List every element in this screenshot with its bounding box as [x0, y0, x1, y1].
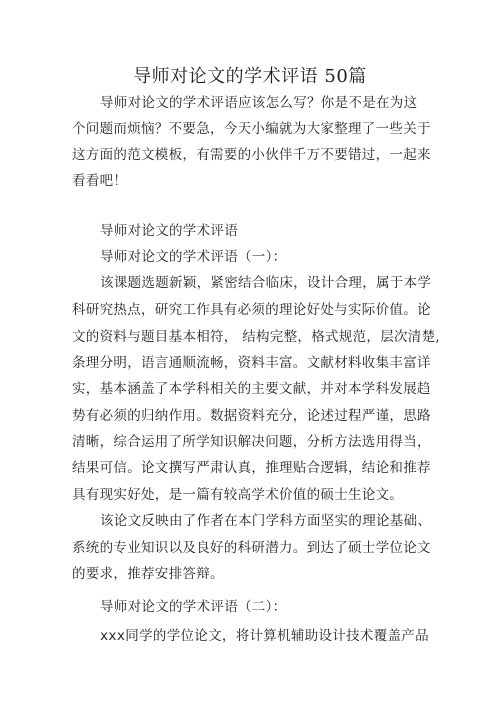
part1-para1-line-9: 具有现实好处，是一篇有较高学术价值的硕士生论文。 [72, 487, 404, 503]
student-placeholder: xxx [100, 628, 126, 644]
part1-para1-line-2: 科研究热点，研究工作具有必须的理论好处与实际价值。论 [72, 302, 431, 318]
part1-para1-line-5: 实，基本涵盖了本学科相关的主要文献，并对本学科发展趋 [72, 381, 431, 397]
part1-para2-line-3: 的要求，推荐安排答辩。 [72, 566, 224, 582]
document-title: 导师对论文的学术评语 50篇 [133, 66, 367, 87]
part1-para1-line-7: 清晰，综合运用了所学知识解决问题，分析方法选用得当， [72, 434, 431, 450]
section-heading: 导师对论文的学术评语 [100, 223, 238, 239]
part1-para2-line-2: 系统的专业知识以及良好的科研潜力。到达了硕士学位论文 [72, 540, 431, 556]
intro-line-3: 这方面的范文模板，有需要的小伙伴千万不要错过，一起来 [72, 147, 431, 163]
part1-para2-line-1: 该论文反映由了作者在本门学科方面坚实的理论基础、 [100, 513, 432, 529]
part2-para1-line-1 [100, 626, 429, 646]
part1-para1-line-1: 该课题选题新颖，紧密结合临床，设计合理，属于本学 [100, 275, 432, 291]
part1-para1-line-4: 条理分明，语言通顺流畅，资料丰富。文献材料收集丰富详 [72, 355, 431, 371]
intro-line-2: 个问题而烦恼？不要急，今天小编就为大家整理了一些关于 [72, 121, 431, 137]
part2-heading: 导师对论文的学术评语（二）： [100, 599, 287, 615]
part1-para1-line-6: 势有必须的归纳作用。数据资料充分，论述过程严谨，思路 [72, 408, 431, 424]
intro-line-4: 看看吧！ [72, 173, 128, 189]
part1-para1-line-3: 文的资料与题目基本相符， 结构完整，格式规范，层次清楚, [72, 329, 440, 345]
part2-para1-text: 同学的学位论文，将计算机辅助设计技术覆盖产品 [125, 628, 429, 644]
part1-heading: 导师对论文的学术评语（一）： [100, 249, 287, 265]
part1-para1-line-8: 结果可信。论文撰写严肃认真，推理贴合逻辑，结论和推荐 [72, 460, 431, 476]
intro-line-1: 导师对论文的学术评语应该怎么写？你是不是在为这 [100, 95, 418, 111]
